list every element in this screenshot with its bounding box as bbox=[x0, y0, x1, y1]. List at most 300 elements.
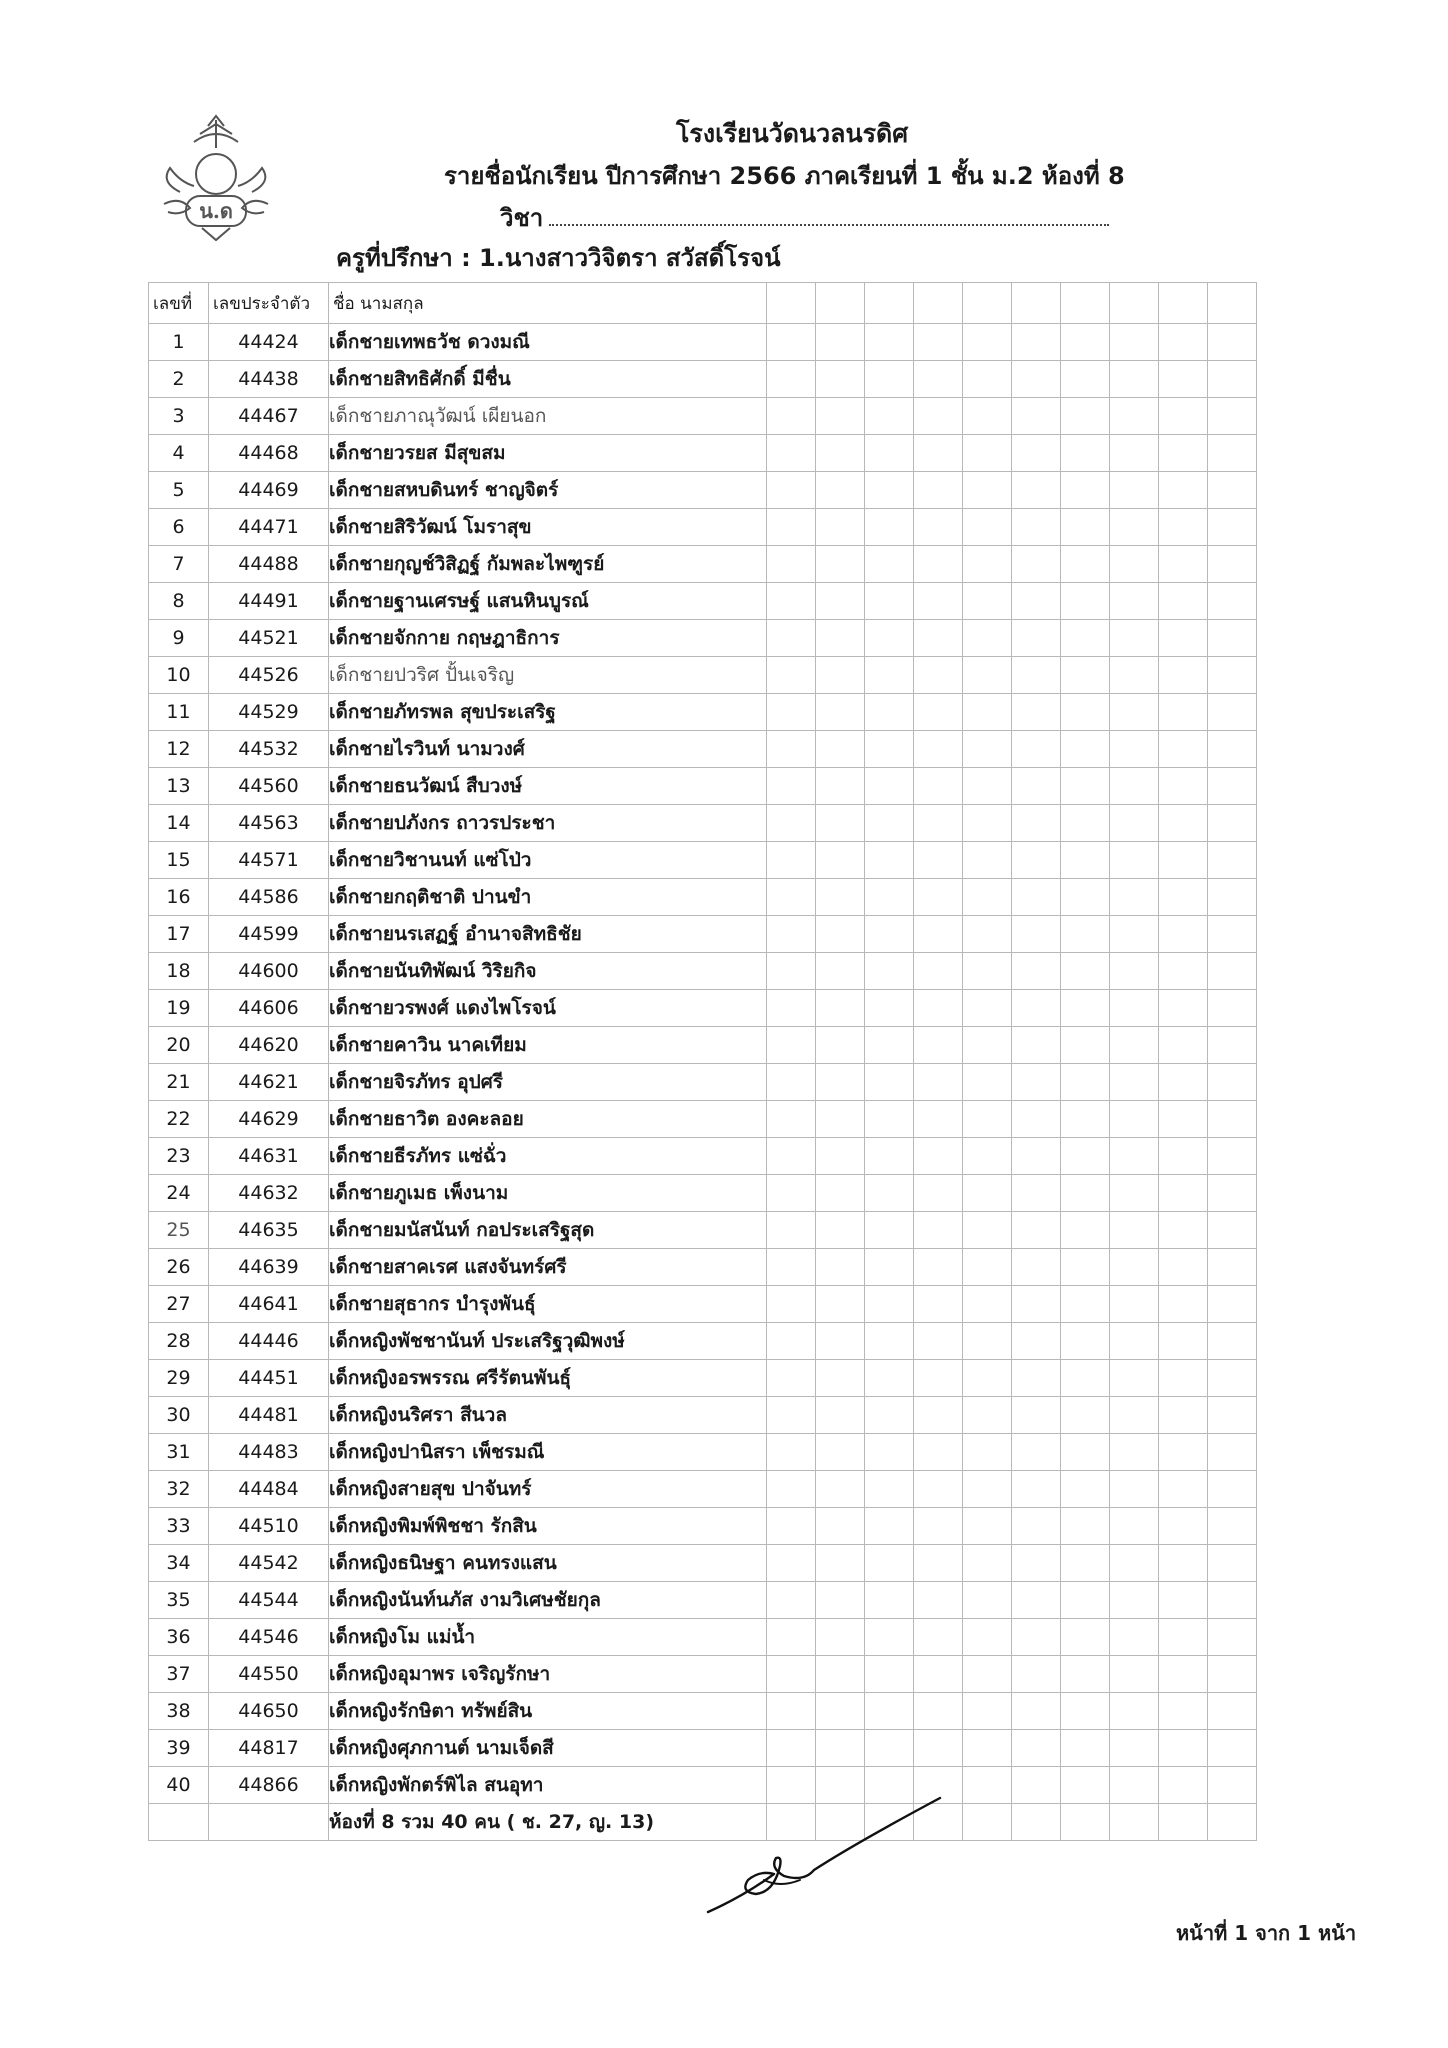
blank-cell bbox=[767, 916, 816, 953]
blank-cell bbox=[914, 953, 963, 990]
row-number: 37 bbox=[149, 1656, 209, 1693]
table-row bbox=[149, 1508, 1257, 1545]
blank-cell bbox=[1208, 324, 1257, 361]
blank-cell bbox=[1061, 805, 1110, 842]
blank-cell bbox=[1061, 694, 1110, 731]
row-full-name: เด็กหญิงปานิสรา เพ็ชรมณี bbox=[329, 1434, 767, 1471]
blank-cell bbox=[1110, 1397, 1159, 1434]
blank-cell bbox=[1159, 1767, 1208, 1804]
header-number: เลขที่ bbox=[149, 283, 209, 324]
blank-cell bbox=[1159, 1397, 1208, 1434]
blank-cell bbox=[865, 842, 914, 879]
row-student-id: 44488 bbox=[209, 546, 329, 583]
blank-cell bbox=[1110, 472, 1159, 509]
blank-cell bbox=[1159, 583, 1208, 620]
blank-cell bbox=[1061, 1397, 1110, 1434]
table-row bbox=[149, 990, 1257, 1027]
blank-cell bbox=[816, 1619, 865, 1656]
blank-cell bbox=[1110, 1693, 1159, 1730]
table-row bbox=[149, 1286, 1257, 1323]
table-row bbox=[149, 1397, 1257, 1434]
row-student-id: 44483 bbox=[209, 1434, 329, 1471]
blank-cell bbox=[1110, 1323, 1159, 1360]
blank-cell bbox=[963, 731, 1012, 768]
blank-cell bbox=[914, 694, 963, 731]
blank-cell bbox=[963, 1027, 1012, 1064]
blank-cell bbox=[816, 1360, 865, 1397]
blank-cell bbox=[1061, 1730, 1110, 1767]
blank-cell bbox=[914, 472, 963, 509]
blank-cell bbox=[1012, 546, 1061, 583]
blank-cell bbox=[963, 1101, 1012, 1138]
blank-cell bbox=[865, 1249, 914, 1286]
row-student-id: 44586 bbox=[209, 879, 329, 916]
blank-cell bbox=[914, 1101, 963, 1138]
blank-cell bbox=[1012, 1323, 1061, 1360]
row-number: 30 bbox=[149, 1397, 209, 1434]
blank-cell bbox=[963, 1767, 1012, 1804]
row-student-id: 44424 bbox=[209, 324, 329, 361]
blank-cell bbox=[963, 842, 1012, 879]
blank-cell bbox=[865, 1101, 914, 1138]
blank-cell bbox=[816, 1397, 865, 1434]
blank-cell bbox=[914, 1175, 963, 1212]
row-full-name: เด็กชายธนวัฒน์ สืบวงษ์ bbox=[329, 768, 767, 805]
blank-cell bbox=[1159, 731, 1208, 768]
blank-cell bbox=[816, 805, 865, 842]
table-row bbox=[149, 1730, 1257, 1767]
blank-cell bbox=[963, 1249, 1012, 1286]
blank-cell bbox=[865, 1434, 914, 1471]
blank-cell bbox=[1061, 842, 1110, 879]
blank-cell bbox=[1012, 1138, 1061, 1175]
blank-cell bbox=[1110, 953, 1159, 990]
blank-cell bbox=[1159, 620, 1208, 657]
blank-cell bbox=[1012, 1027, 1061, 1064]
blank-cell bbox=[1208, 1101, 1257, 1138]
row-number: 38 bbox=[149, 1693, 209, 1730]
blank-cell bbox=[816, 324, 865, 361]
row-student-id: 44631 bbox=[209, 1138, 329, 1175]
table-header-row bbox=[149, 283, 1257, 324]
blank-cell bbox=[816, 842, 865, 879]
row-student-id: 44639 bbox=[209, 1249, 329, 1286]
blank-cell bbox=[1208, 472, 1257, 509]
table-row bbox=[149, 1101, 1257, 1138]
row-full-name: เด็กหญิงนันท์นภัส งามวิเศษชัยกุล bbox=[329, 1582, 767, 1619]
row-number: 31 bbox=[149, 1434, 209, 1471]
blank-cell bbox=[1208, 1064, 1257, 1101]
blank-cell bbox=[1159, 472, 1208, 509]
table-row bbox=[149, 1212, 1257, 1249]
blank-cell bbox=[1061, 509, 1110, 546]
row-student-id: 44606 bbox=[209, 990, 329, 1027]
blank-cell bbox=[1110, 1656, 1159, 1693]
row-full-name: เด็กชายธาวิต องคะลอย bbox=[329, 1101, 767, 1138]
blank-cell bbox=[1110, 768, 1159, 805]
blank-cell bbox=[1208, 435, 1257, 472]
blank-cell bbox=[865, 583, 914, 620]
row-full-name: เด็กชายภาณุวัฒน์ เผียนอก bbox=[329, 398, 767, 435]
blank-cell bbox=[865, 1323, 914, 1360]
row-number: 33 bbox=[149, 1508, 209, 1545]
blank-cell bbox=[1208, 1582, 1257, 1619]
blank-cell bbox=[1061, 916, 1110, 953]
row-full-name: เด็กชายสหบดินทร์ ชาญจิตร์ bbox=[329, 472, 767, 509]
table-row bbox=[149, 1249, 1257, 1286]
blank-cell bbox=[1012, 1249, 1061, 1286]
row-student-id: 44526 bbox=[209, 657, 329, 694]
blank-cell bbox=[1208, 953, 1257, 990]
blank-cell bbox=[816, 472, 865, 509]
row-number: 25 bbox=[149, 1212, 209, 1249]
blank-cell bbox=[816, 1175, 865, 1212]
blank-cell bbox=[865, 509, 914, 546]
blank-cell bbox=[1110, 1619, 1159, 1656]
row-number: 5 bbox=[149, 472, 209, 509]
row-full-name: เด็กชายกฤติชาติ ปานขำ bbox=[329, 879, 767, 916]
row-full-name: เด็กหญิงสายสุข ปาจันทร์ bbox=[329, 1471, 767, 1508]
blank-column bbox=[914, 283, 963, 324]
row-student-id: 44560 bbox=[209, 768, 329, 805]
blank-cell bbox=[767, 1323, 816, 1360]
blank-cell bbox=[1061, 1101, 1110, 1138]
blank-cell bbox=[963, 1323, 1012, 1360]
blank-cell bbox=[1110, 1101, 1159, 1138]
blank-cell bbox=[963, 1545, 1012, 1582]
table-row bbox=[149, 1323, 1257, 1360]
row-student-id: 44468 bbox=[209, 435, 329, 472]
blank-cell bbox=[1208, 731, 1257, 768]
blank-cell bbox=[816, 546, 865, 583]
blank-cell bbox=[865, 1508, 914, 1545]
blank-cell bbox=[767, 805, 816, 842]
blank-cell bbox=[963, 990, 1012, 1027]
blank-cell bbox=[1110, 324, 1159, 361]
row-number: 34 bbox=[149, 1545, 209, 1582]
row-full-name: เด็กหญิงศุภกานต์ นามเจ็ดสี bbox=[329, 1730, 767, 1767]
row-full-name: เด็กชายจักกาย กฤษฎาธิการ bbox=[329, 620, 767, 657]
blank-cell bbox=[1110, 1064, 1159, 1101]
row-number: 17 bbox=[149, 916, 209, 953]
blank-cell bbox=[767, 694, 816, 731]
table-row bbox=[149, 916, 1257, 953]
blank-cell bbox=[963, 583, 1012, 620]
row-student-id: 44650 bbox=[209, 1693, 329, 1730]
row-student-id: 44491 bbox=[209, 583, 329, 620]
blank-cell bbox=[1208, 1212, 1257, 1249]
blank-cell bbox=[865, 657, 914, 694]
blank-cell bbox=[1110, 879, 1159, 916]
row-student-id: 44510 bbox=[209, 1508, 329, 1545]
table-row bbox=[149, 472, 1257, 509]
row-student-id: 44635 bbox=[209, 1212, 329, 1249]
blank-cell bbox=[963, 916, 1012, 953]
blank-cell bbox=[1110, 694, 1159, 731]
table-row bbox=[149, 842, 1257, 879]
blank-cell bbox=[1159, 1508, 1208, 1545]
table-row bbox=[149, 1175, 1257, 1212]
blank-cell bbox=[816, 1064, 865, 1101]
row-number: 21 bbox=[149, 1064, 209, 1101]
blank-cell bbox=[816, 1545, 865, 1582]
blank-cell bbox=[963, 1471, 1012, 1508]
blank-cell bbox=[1061, 731, 1110, 768]
blank-column bbox=[963, 283, 1012, 324]
table-row bbox=[149, 435, 1257, 472]
blank-cell bbox=[914, 1064, 963, 1101]
blank-cell bbox=[1061, 361, 1110, 398]
blank-cell bbox=[1012, 620, 1061, 657]
blank-cell bbox=[1012, 398, 1061, 435]
blank-cell bbox=[1061, 1619, 1110, 1656]
blank-cell bbox=[963, 1138, 1012, 1175]
blank-cell bbox=[865, 805, 914, 842]
blank-cell bbox=[1061, 1212, 1110, 1249]
blank-cell bbox=[816, 879, 865, 916]
table-row bbox=[149, 1434, 1257, 1471]
blank-cell bbox=[1012, 361, 1061, 398]
row-student-id: 44629 bbox=[209, 1101, 329, 1138]
row-full-name: เด็กชายเทพธวัช ดวงมณี bbox=[329, 324, 767, 361]
subject-blank-line bbox=[549, 206, 1109, 226]
blank-cell bbox=[1208, 805, 1257, 842]
row-student-id: 44471 bbox=[209, 509, 329, 546]
row-student-id: 44600 bbox=[209, 953, 329, 990]
blank-cell bbox=[1110, 916, 1159, 953]
blank-cell bbox=[1208, 657, 1257, 694]
blank-cell bbox=[1061, 1545, 1110, 1582]
row-student-id: 44529 bbox=[209, 694, 329, 731]
blank-cell bbox=[1208, 1545, 1257, 1582]
blank-cell bbox=[767, 620, 816, 657]
blank-cell bbox=[914, 1693, 963, 1730]
blank-cell bbox=[816, 694, 865, 731]
blank-cell bbox=[865, 1138, 914, 1175]
blank-cell bbox=[1110, 435, 1159, 472]
blank-cell bbox=[1012, 1804, 1061, 1841]
blank-cell bbox=[149, 1804, 209, 1841]
blank-cell bbox=[1208, 1323, 1257, 1360]
blank-cell bbox=[963, 694, 1012, 731]
blank-cell bbox=[1061, 1804, 1110, 1841]
row-full-name: เด็กชายสิริวัฒน์ โมราสุข bbox=[329, 509, 767, 546]
blank-cell bbox=[914, 1027, 963, 1064]
row-full-name: เด็กชายไรวินท์ นามวงศ์ bbox=[329, 731, 767, 768]
blank-cell bbox=[1159, 509, 1208, 546]
blank-cell bbox=[1208, 1360, 1257, 1397]
blank-cell bbox=[1012, 879, 1061, 916]
blank-cell bbox=[914, 1323, 963, 1360]
row-student-id: 44446 bbox=[209, 1323, 329, 1360]
blank-cell bbox=[1159, 398, 1208, 435]
table-row bbox=[149, 1545, 1257, 1582]
blank-cell bbox=[865, 1064, 914, 1101]
blank-cell bbox=[865, 1175, 914, 1212]
blank-cell bbox=[1110, 1249, 1159, 1286]
blank-cell bbox=[1061, 1582, 1110, 1619]
row-student-id: 44866 bbox=[209, 1767, 329, 1804]
blank-cell bbox=[1061, 1434, 1110, 1471]
table-row bbox=[149, 1064, 1257, 1101]
row-full-name: เด็กชายสาคเรศ แสงจันทร์ศรี bbox=[329, 1249, 767, 1286]
row-number: 26 bbox=[149, 1249, 209, 1286]
blank-cell bbox=[1012, 805, 1061, 842]
blank-cell bbox=[1110, 1138, 1159, 1175]
blank-cell bbox=[1061, 1656, 1110, 1693]
blank-cell bbox=[1159, 1064, 1208, 1101]
row-number: 7 bbox=[149, 546, 209, 583]
blank-cell bbox=[914, 1730, 963, 1767]
blank-cell bbox=[1208, 1508, 1257, 1545]
row-number: 29 bbox=[149, 1360, 209, 1397]
blank-cell bbox=[1159, 1286, 1208, 1323]
blank-cell bbox=[1110, 990, 1159, 1027]
blank-cell bbox=[1208, 694, 1257, 731]
blank-cell bbox=[1208, 768, 1257, 805]
blank-cell bbox=[1208, 1434, 1257, 1471]
blank-cell bbox=[914, 1397, 963, 1434]
blank-cell bbox=[1012, 1582, 1061, 1619]
row-full-name: เด็กชายสุธากร บำรุงพันธุ์ bbox=[329, 1286, 767, 1323]
blank-cell bbox=[1110, 805, 1159, 842]
blank-cell bbox=[1159, 1434, 1208, 1471]
blank-cell bbox=[1061, 768, 1110, 805]
blank-cell bbox=[963, 509, 1012, 546]
blank-cell bbox=[1159, 1138, 1208, 1175]
blank-cell bbox=[1061, 1249, 1110, 1286]
student-roster-table bbox=[148, 282, 1257, 1841]
blank-cell bbox=[963, 1582, 1012, 1619]
blank-cell bbox=[1061, 1286, 1110, 1323]
row-number: 18 bbox=[149, 953, 209, 990]
blank-cell bbox=[1110, 1434, 1159, 1471]
document-title: รายชื่อนักเรียน ปีการศึกษา 2566 ภาคเรียนที่ 1 ชั้น ม.2 ห้องที่ 8 bbox=[444, 162, 1125, 190]
blank-cell bbox=[963, 1508, 1012, 1545]
blank-cell bbox=[767, 1693, 816, 1730]
table-row bbox=[149, 768, 1257, 805]
blank-cell bbox=[1208, 1286, 1257, 1323]
blank-cell bbox=[963, 1360, 1012, 1397]
blank-cell bbox=[1208, 1027, 1257, 1064]
blank-cell bbox=[1159, 694, 1208, 731]
blank-cell bbox=[816, 1212, 865, 1249]
blank-cell bbox=[1061, 583, 1110, 620]
row-number: 15 bbox=[149, 842, 209, 879]
blank-cell bbox=[963, 1286, 1012, 1323]
blank-cell bbox=[767, 1064, 816, 1101]
blank-cell bbox=[914, 398, 963, 435]
row-number: 8 bbox=[149, 583, 209, 620]
blank-cell bbox=[1159, 879, 1208, 916]
blank-cell bbox=[1061, 1323, 1110, 1360]
blank-cell bbox=[963, 398, 1012, 435]
blank-cell bbox=[1208, 546, 1257, 583]
row-full-name: เด็กชายวรพงศ์ แดงไพโรจน์ bbox=[329, 990, 767, 1027]
blank-cell bbox=[865, 916, 914, 953]
blank-cell bbox=[1061, 435, 1110, 472]
blank-column bbox=[767, 283, 816, 324]
blank-cell bbox=[1110, 1508, 1159, 1545]
blank-cell bbox=[1110, 1730, 1159, 1767]
table-row bbox=[149, 1619, 1257, 1656]
blank-cell bbox=[1012, 1471, 1061, 1508]
blank-cell bbox=[865, 472, 914, 509]
blank-cell bbox=[1061, 990, 1110, 1027]
blank-cell bbox=[865, 1693, 914, 1730]
row-full-name: เด็กชายนรเสฏฐ์ อำนาจสิทธิชัย bbox=[329, 916, 767, 953]
table-row bbox=[149, 361, 1257, 398]
blank-cell bbox=[1208, 1471, 1257, 1508]
blank-cell bbox=[816, 768, 865, 805]
blank-cell bbox=[865, 1360, 914, 1397]
row-student-id: 44451 bbox=[209, 1360, 329, 1397]
row-full-name: เด็กชายวรยส มีสุขสม bbox=[329, 435, 767, 472]
blank-cell bbox=[963, 620, 1012, 657]
blank-cell bbox=[767, 1582, 816, 1619]
blank-cell bbox=[963, 1434, 1012, 1471]
blank-cell bbox=[1159, 324, 1208, 361]
row-number: 24 bbox=[149, 1175, 209, 1212]
row-student-id: 44469 bbox=[209, 472, 329, 509]
blank-cell bbox=[963, 805, 1012, 842]
blank-cell bbox=[914, 1508, 963, 1545]
blank-cell bbox=[1159, 990, 1208, 1027]
blank-cell bbox=[767, 1212, 816, 1249]
blank-cell bbox=[914, 583, 963, 620]
blank-cell bbox=[816, 1027, 865, 1064]
blank-cell bbox=[767, 1730, 816, 1767]
blank-cell bbox=[767, 1434, 816, 1471]
blank-cell bbox=[1012, 435, 1061, 472]
blank-cell bbox=[767, 583, 816, 620]
blank-cell bbox=[1061, 1693, 1110, 1730]
table-row bbox=[149, 1138, 1257, 1175]
blank-cell bbox=[1061, 472, 1110, 509]
blank-cell bbox=[865, 1656, 914, 1693]
blank-cell bbox=[1208, 1730, 1257, 1767]
svg-text:น.ด: น.ด bbox=[199, 199, 233, 223]
row-student-id: 44632 bbox=[209, 1175, 329, 1212]
blank-cell bbox=[914, 1249, 963, 1286]
blank-cell bbox=[1159, 1471, 1208, 1508]
row-student-id: 44641 bbox=[209, 1286, 329, 1323]
blank-cell bbox=[816, 657, 865, 694]
blank-cell bbox=[1159, 1212, 1208, 1249]
header-full-name: ชื่อ นามสกุล bbox=[329, 283, 767, 324]
blank-cell bbox=[963, 361, 1012, 398]
blank-cell bbox=[865, 1471, 914, 1508]
blank-cell bbox=[816, 509, 865, 546]
blank-cell bbox=[767, 509, 816, 546]
blank-cell bbox=[914, 916, 963, 953]
blank-cell bbox=[865, 1730, 914, 1767]
blank-cell bbox=[1208, 1397, 1257, 1434]
blank-cell bbox=[1159, 435, 1208, 472]
row-full-name: เด็กชายธีรภัทร แซ่ฉั่ว bbox=[329, 1138, 767, 1175]
row-number: 20 bbox=[149, 1027, 209, 1064]
blank-cell bbox=[1159, 1582, 1208, 1619]
blank-cell bbox=[1061, 1138, 1110, 1175]
blank-cell bbox=[914, 768, 963, 805]
row-full-name: เด็กชายภูเมธ เพ็งนาม bbox=[329, 1175, 767, 1212]
blank-cell bbox=[865, 879, 914, 916]
row-number: 28 bbox=[149, 1323, 209, 1360]
blank-cell bbox=[767, 731, 816, 768]
blank-cell bbox=[1061, 398, 1110, 435]
subject-row bbox=[500, 198, 1109, 237]
blank-cell bbox=[1110, 583, 1159, 620]
